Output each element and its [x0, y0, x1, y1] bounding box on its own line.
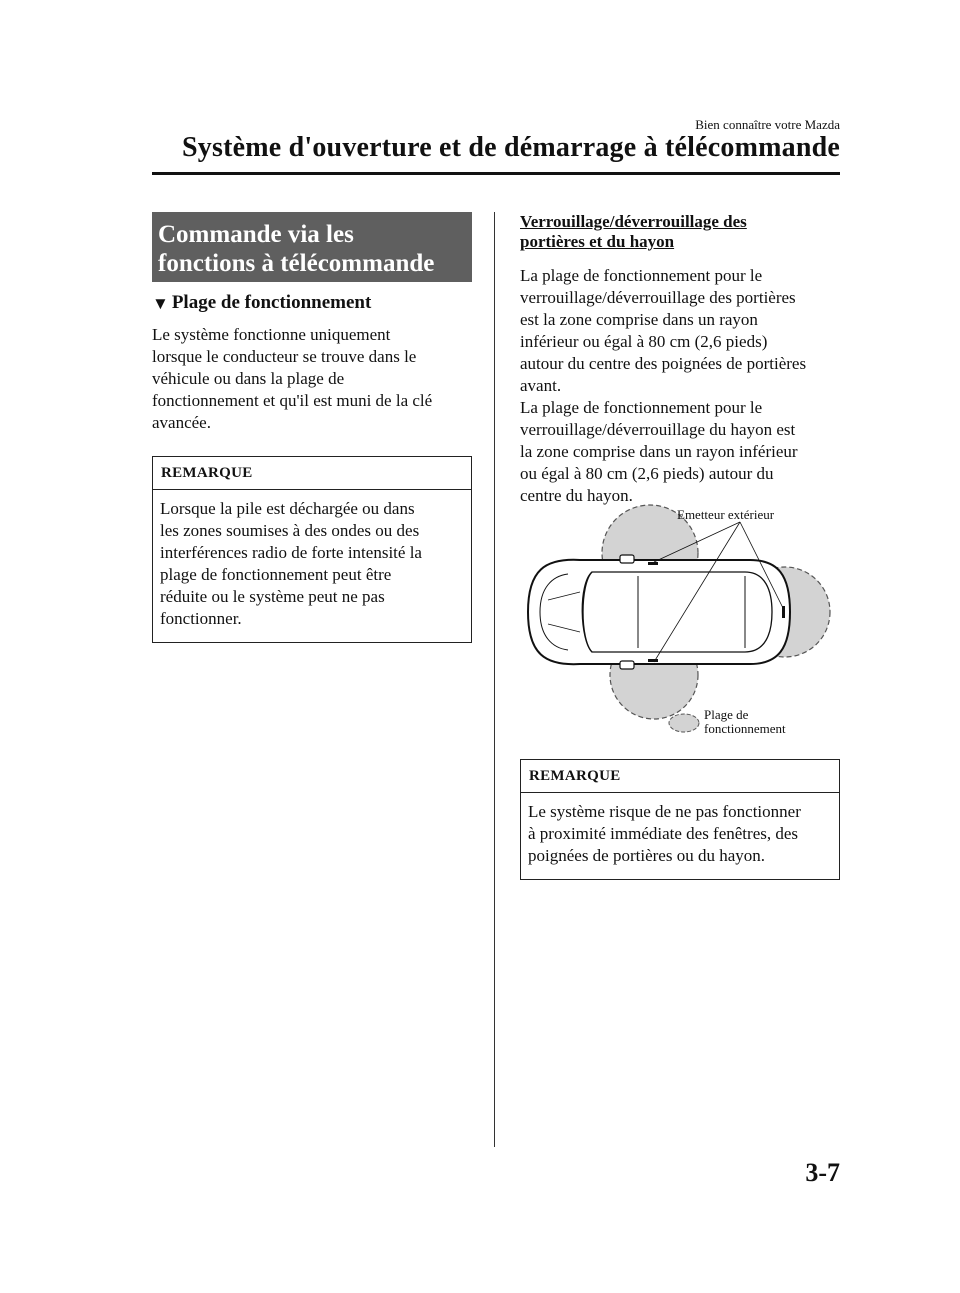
right-column — [520, 212, 840, 507]
label-transmitter: Emetteur extérieur — [677, 507, 775, 522]
legend-swatch — [669, 714, 699, 732]
subsection-heading-text: Plage de fonctionnement — [171, 292, 372, 313]
tailgate-handle — [782, 606, 785, 618]
page-number: 3-7 — [805, 1158, 840, 1187]
header-rule — [152, 172, 840, 175]
down-triangle-icon: ▼ — [152, 293, 169, 313]
note-heading: REMARQUE — [153, 457, 471, 490]
column-divider — [494, 212, 495, 1147]
door-handle-right — [648, 562, 658, 565]
page-header-title: Système d'ouverture et de démarrage à télécommande — [182, 132, 840, 163]
note-heading: REMARQUE — [521, 760, 839, 793]
body-paragraph: La plage de fonctionnement pour le verrouillage/déverrouillage des portières est la zone comprise dans un rayon inférieur ou égal à 80 cm (2,6 pieds) autour du centre des poignées de portières avant. La plage de fonctionnement pour le verrouillage/déverrouillage du hayon est la zone comprise dans un rayon inférieur ou égal à 80 cm (2,6 pieds) autour du centre du hayon. — [520, 266, 807, 505]
mirror-right — [620, 555, 634, 563]
left-column — [152, 212, 472, 643]
note-box — [520, 759, 840, 880]
car-roof — [582, 572, 772, 652]
mirror-left — [620, 661, 634, 669]
section-title: Commande via les fonctions à télécommande — [152, 212, 472, 282]
subsection-heading: Verrouillage/déverrouillage des portières et du hayon — [520, 212, 747, 251]
car-top-view-illustration — [520, 500, 840, 745]
note-text: Le système risque de ne pas fonctionner à proximité immédiate des fenêtres, des poignées de portières ou du hayon. — [528, 802, 801, 865]
subsection-heading — [152, 292, 472, 314]
note-text: Lorsque la pile est déchargée ou dans les zones soumises à des ondes ou des interférences radio de forte intensité la plage de fonctionnement peut être réduite ou le système peut ne pas fonctionner. — [160, 499, 422, 628]
body-paragraph: Le système fonctionne uniquement lorsque le conducteur se trouve dans le véhicule ou dans la plage de fonctionnement et qu'il est muni de la clé avancée. — [152, 325, 433, 432]
label-operating-range: Plage de fonctionnement — [704, 707, 786, 736]
door-handle-left — [648, 659, 658, 662]
chapter-label: Bien connaître votre Mazda — [695, 117, 840, 132]
operating-range-diagram — [520, 500, 840, 745]
note-box — [152, 456, 472, 643]
